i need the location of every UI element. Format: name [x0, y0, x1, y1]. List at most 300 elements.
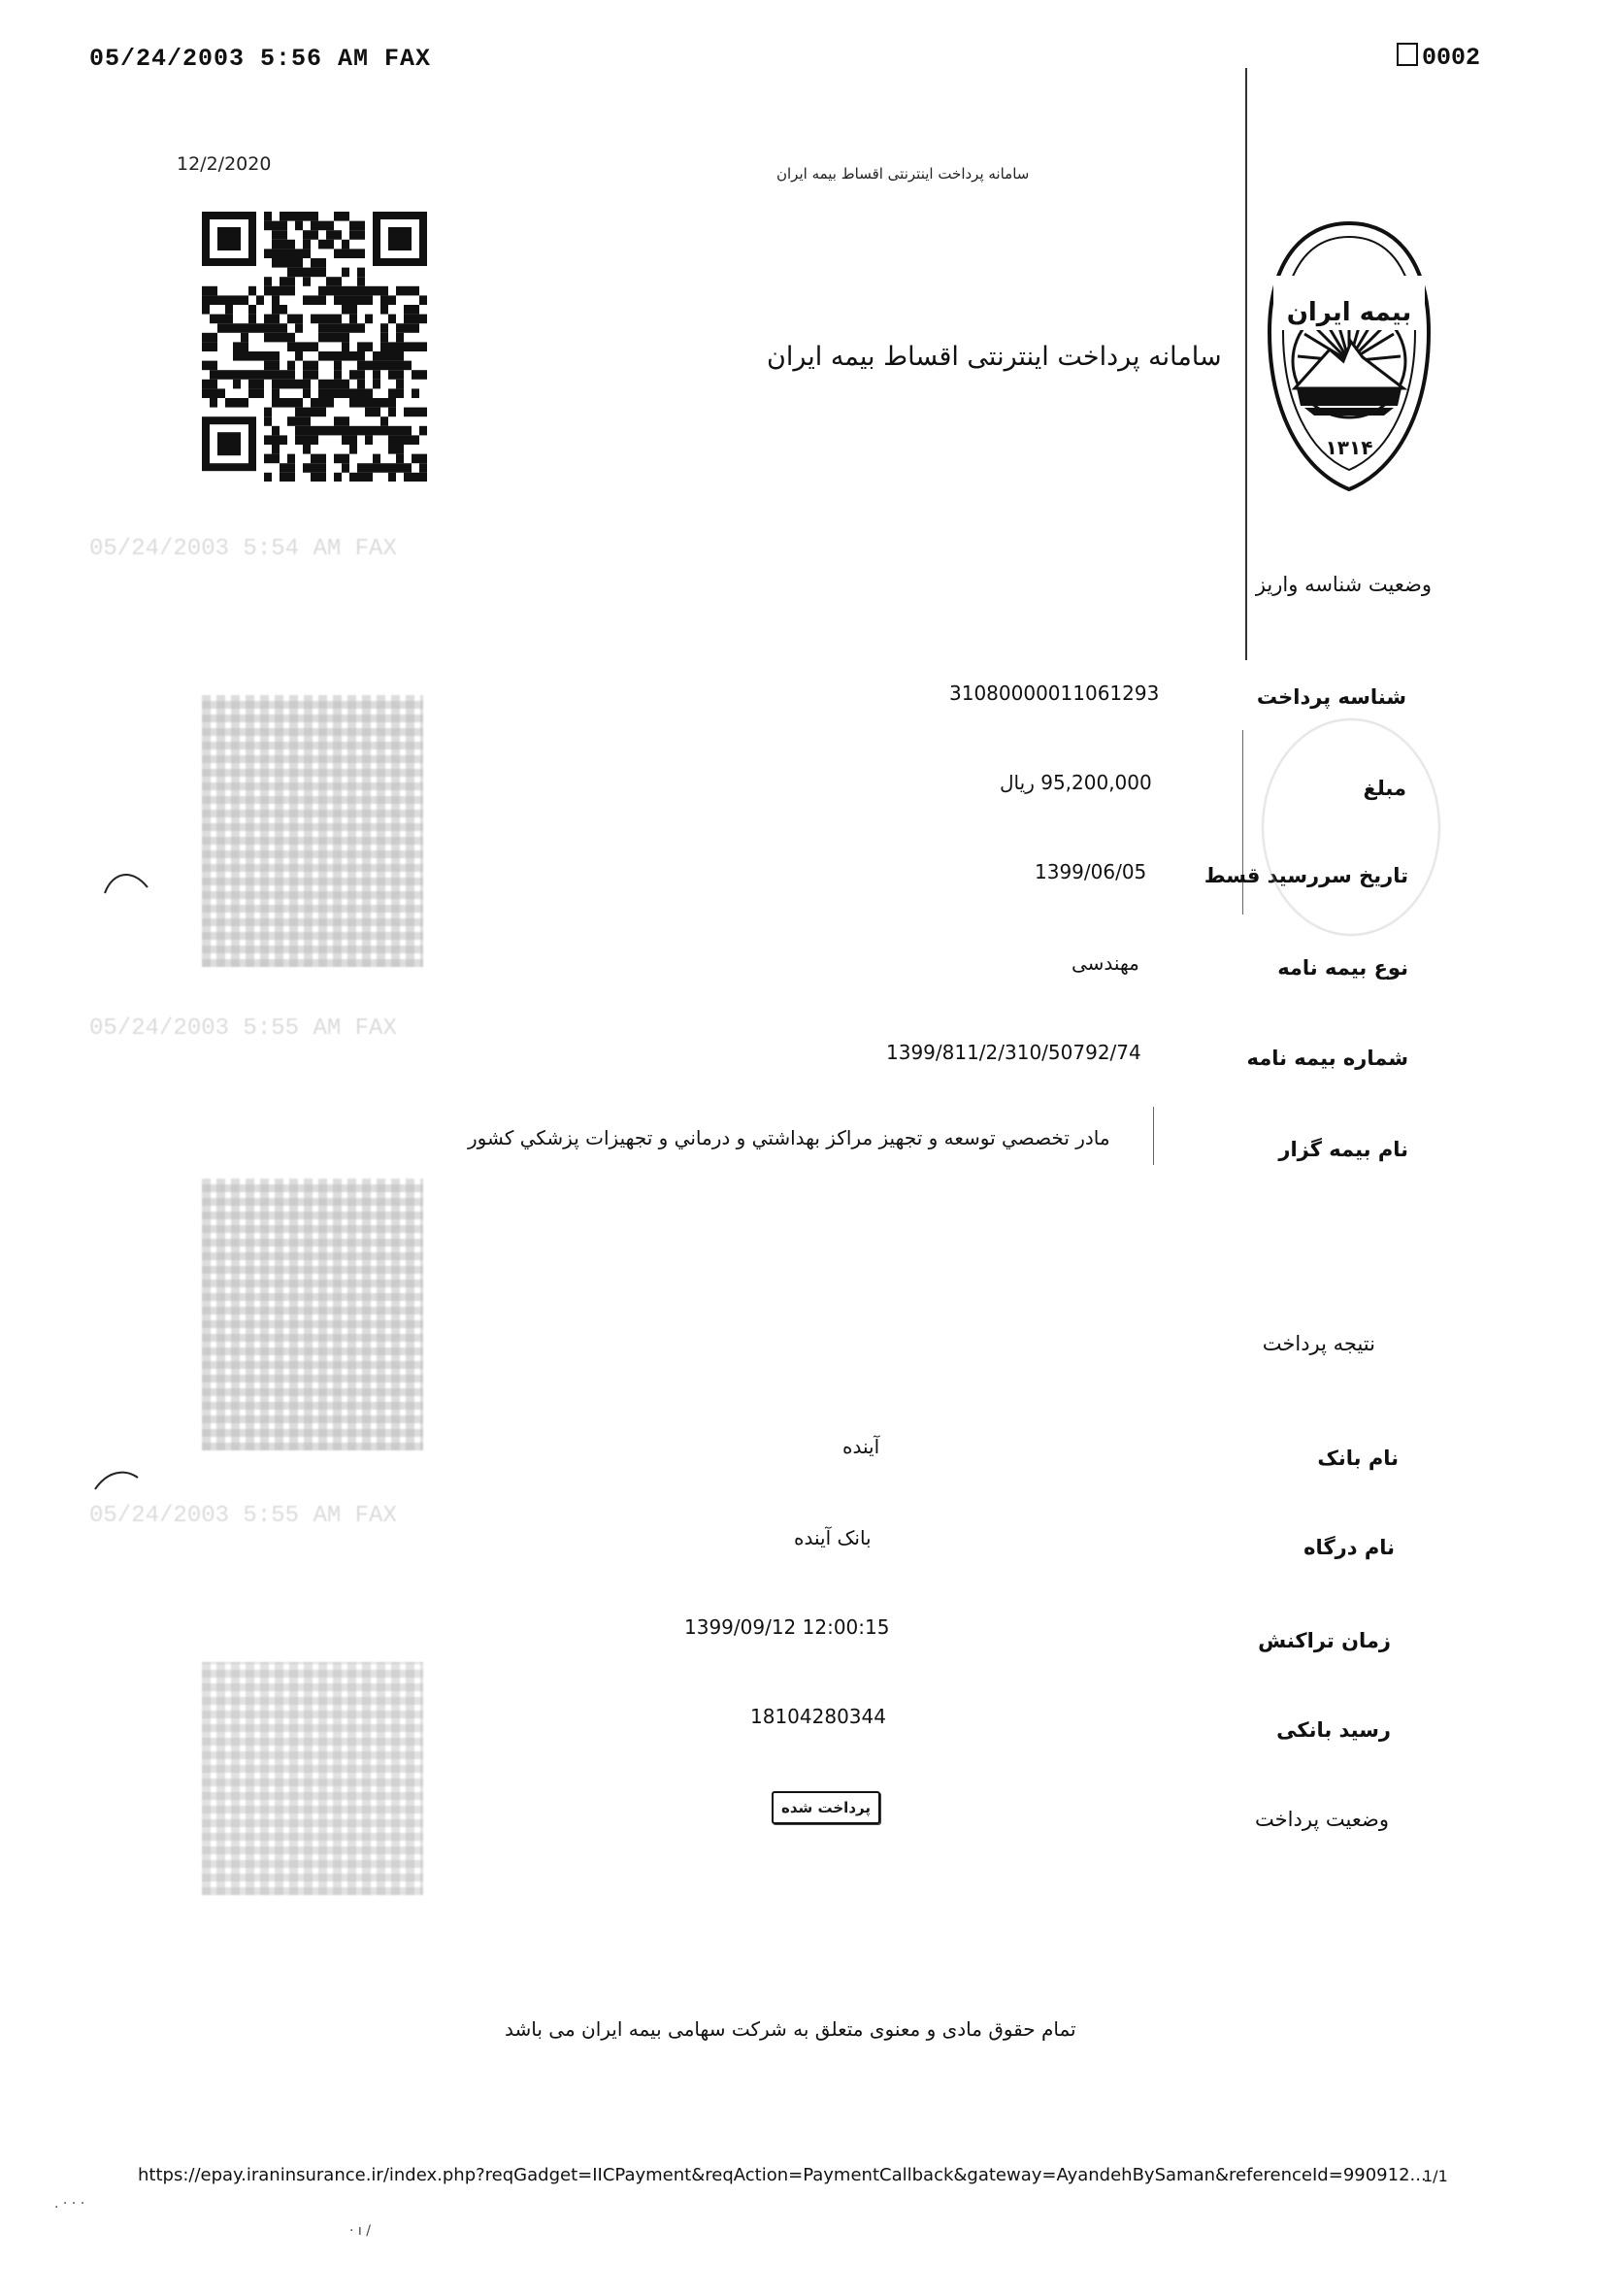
qr-module	[334, 351, 342, 361]
qr-module	[342, 463, 349, 473]
qr-module	[334, 323, 342, 333]
qr-module	[349, 315, 357, 324]
qr-module	[272, 445, 280, 454]
qr-module	[311, 435, 318, 445]
qr-module	[280, 258, 287, 268]
stray-mark-2	[93, 1464, 142, 1493]
qr-module	[264, 249, 272, 258]
qr-module	[280, 333, 287, 343]
qr-module	[280, 398, 287, 408]
qr-module	[287, 315, 295, 324]
qr-module	[202, 342, 210, 351]
qr-module	[280, 249, 287, 258]
qr-module	[342, 323, 349, 333]
qr-module	[295, 342, 303, 351]
svg-text:بیمه ایران: بیمه ایران	[1286, 298, 1412, 327]
qr-module	[272, 295, 280, 305]
qr-module	[396, 351, 404, 361]
qr-module	[334, 388, 342, 398]
qr-module	[311, 342, 318, 351]
qr-module	[287, 361, 295, 371]
qr-module	[357, 221, 365, 231]
qr-module	[318, 221, 326, 231]
qr-module	[388, 426, 396, 436]
qr-module	[342, 305, 349, 315]
qr-module	[295, 380, 303, 389]
qr-module	[303, 380, 311, 389]
qr-module	[210, 398, 217, 408]
qr-module	[396, 463, 404, 473]
qr-module	[342, 416, 349, 426]
qr-module	[404, 323, 412, 333]
qr-module	[272, 398, 280, 408]
qr-module	[248, 323, 256, 333]
qr-module	[349, 445, 357, 454]
qr-module	[342, 342, 349, 351]
qr-module	[349, 249, 357, 258]
qr-module	[210, 361, 217, 371]
qr-module	[280, 221, 287, 231]
qr-module	[264, 361, 272, 371]
qr-module	[373, 351, 380, 361]
qr-module	[280, 380, 287, 389]
qr-module	[334, 454, 342, 464]
qr-module	[365, 426, 373, 436]
fax-header: 05/24/2003 5:56 AM FAX	[89, 45, 432, 73]
qr-module	[311, 221, 318, 231]
qr-module	[272, 221, 280, 231]
qr-module	[225, 370, 233, 380]
qr-module	[357, 249, 365, 258]
qr-module	[326, 380, 334, 389]
qr-module	[412, 473, 419, 482]
qr-module	[349, 230, 357, 240]
qr-module	[349, 435, 357, 445]
qr-module	[412, 408, 419, 417]
qr-module	[396, 361, 404, 371]
qr-module	[272, 333, 280, 343]
qr-module	[303, 240, 311, 250]
qr-module	[388, 361, 396, 371]
qr-module	[303, 230, 311, 240]
qr-module	[388, 370, 396, 380]
qr-module	[303, 342, 311, 351]
qr-module	[303, 463, 311, 473]
qr-module	[404, 315, 412, 324]
qr-module	[295, 416, 303, 426]
qr-module	[349, 370, 357, 380]
qr-module	[396, 333, 404, 343]
qr-module	[287, 268, 295, 278]
qr-module	[380, 286, 388, 296]
qr-module	[365, 342, 373, 351]
qr-module	[419, 342, 427, 351]
field-label-payment-status: وضعیت پرداخت	[1255, 1808, 1389, 1831]
qr-module	[412, 323, 419, 333]
qr-module	[241, 351, 248, 361]
qr-module	[256, 295, 264, 305]
qr-module	[256, 370, 264, 380]
qr-module	[357, 426, 365, 436]
qr-module	[241, 342, 248, 351]
qr-module	[334, 426, 342, 436]
qr-module	[334, 370, 342, 380]
vertical-divider	[1245, 68, 1247, 660]
qr-module	[365, 463, 373, 473]
qr-module	[396, 445, 404, 454]
qr-module	[248, 380, 256, 389]
qr-module	[334, 230, 342, 240]
scan-noise-2: · ı /	[349, 2223, 371, 2239]
qr-module	[373, 426, 380, 436]
qr-module	[217, 323, 225, 333]
svg-text:۱۳۱۴: ۱۳۱۴	[1325, 436, 1373, 459]
qr-module	[264, 416, 272, 426]
qr-module	[210, 388, 217, 398]
qr-module	[295, 426, 303, 436]
qr-module	[388, 398, 396, 408]
qr-module	[241, 295, 248, 305]
qr-module	[349, 388, 357, 398]
qr-module	[326, 388, 334, 398]
qr-module	[342, 435, 349, 445]
qr-module	[318, 463, 326, 473]
qr-module	[388, 408, 396, 417]
qr-module	[396, 426, 404, 436]
qr-module	[412, 305, 419, 315]
qr-module	[342, 388, 349, 398]
qr-module	[365, 408, 373, 417]
field-label-policy-type: نوع بیمه نامه	[1277, 956, 1408, 980]
qr-module	[334, 333, 342, 343]
qr-module	[311, 426, 318, 436]
qr-module	[357, 380, 365, 389]
qr-module	[365, 295, 373, 305]
qr-module	[388, 315, 396, 324]
qr-module	[412, 388, 419, 398]
qr-module	[311, 268, 318, 278]
qr-module	[248, 351, 256, 361]
qr-module	[349, 426, 357, 436]
qr-module	[318, 258, 326, 268]
qr-module	[396, 370, 404, 380]
qr-module	[380, 333, 388, 343]
mountain-icon	[1295, 342, 1403, 388]
qr-module	[349, 295, 357, 305]
qr-module	[287, 342, 295, 351]
qr-module	[396, 323, 404, 333]
qr-module	[217, 370, 225, 380]
ghost-fax-header-2: 05/24/2003 5:55 AM FAX	[89, 1015, 397, 1042]
qr-module	[272, 388, 280, 398]
ghost-qr-3	[202, 1662, 423, 1895]
qr-module	[365, 398, 373, 408]
field-value-amount: 95,200,000 ریال	[1000, 771, 1152, 794]
qr-module	[256, 323, 264, 333]
qr-module	[396, 342, 404, 351]
qr-module	[264, 408, 272, 417]
qr-module	[318, 408, 326, 417]
qr-module	[280, 463, 287, 473]
qr-module	[303, 212, 311, 221]
qr-module	[272, 305, 280, 315]
ghost-qr-1	[202, 695, 423, 967]
qr-module	[233, 370, 241, 380]
result-title: نتیجه پرداخت	[1262, 1332, 1375, 1355]
qr-module	[280, 435, 287, 445]
qr-module	[264, 212, 272, 221]
qr-module	[303, 295, 311, 305]
qr-module	[248, 315, 256, 324]
qr-module	[334, 249, 342, 258]
qr-module	[295, 398, 303, 408]
scan-noise: . · · ·	[54, 2196, 85, 2212]
copyright-notice: تمام حقوق مادی و معنوی متعلق به شرکت سهامی بیمه ایران می باشد	[505, 2017, 1076, 2041]
qr-module	[295, 212, 303, 221]
qr-module	[318, 295, 326, 305]
qr-module	[318, 380, 326, 389]
small-title: سامانه پرداخت اینترنتی اقساط بیمه ایران	[776, 165, 1030, 183]
qr-module	[210, 333, 217, 343]
qr-module	[303, 416, 311, 426]
qr-module	[287, 416, 295, 426]
qr-module	[295, 315, 303, 324]
qr-module	[326, 230, 334, 240]
qr-module	[357, 342, 365, 351]
field-value-transaction-time: 1399/09/12 12:00:15	[684, 1615, 890, 1639]
qr-module	[342, 286, 349, 296]
qr-module	[373, 370, 380, 380]
qr-module	[287, 370, 295, 380]
fax-page-number	[1397, 43, 1480, 72]
qr-module	[311, 454, 318, 464]
qr-module	[202, 388, 210, 398]
qr-module	[396, 388, 404, 398]
qr-module	[380, 342, 388, 351]
qr-module	[388, 445, 396, 454]
qr-module	[404, 463, 412, 473]
qr-module	[280, 240, 287, 250]
qr-module	[272, 361, 280, 371]
qr-module	[256, 380, 264, 389]
qr-module	[280, 277, 287, 286]
qr-module	[380, 398, 388, 408]
qr-module	[318, 351, 326, 361]
qr-module	[326, 240, 334, 250]
qr-module	[280, 286, 287, 296]
qr-module	[419, 315, 427, 324]
qr-module	[295, 435, 303, 445]
qr-module	[264, 221, 272, 231]
qr-module	[342, 268, 349, 278]
qr-module	[349, 286, 357, 296]
field-value-payment-id: 31080000011061293	[949, 682, 1160, 705]
qr-module	[404, 361, 412, 371]
qr-module	[202, 333, 210, 343]
qr-module	[287, 249, 295, 258]
vertical-divider-short-2	[1153, 1107, 1154, 1165]
qr-module	[311, 295, 318, 305]
qr-module	[318, 388, 326, 398]
qr-module	[210, 315, 217, 324]
field-label-transaction-time: زمان تراکنش	[1258, 1629, 1391, 1652]
qr-module	[365, 435, 373, 445]
qr-module	[342, 240, 349, 250]
qr-module	[342, 380, 349, 389]
qr-module	[233, 342, 241, 351]
field-label-gateway: نام درگاه	[1303, 1536, 1395, 1559]
page-count: 1/1	[1423, 2167, 1448, 2185]
bimeh-iran-logo	[1262, 216, 1436, 497]
qr-module	[233, 295, 241, 305]
qr-module	[217, 295, 225, 305]
qr-module	[412, 454, 419, 464]
qr-module	[349, 323, 357, 333]
qr-module	[380, 323, 388, 333]
section-title: وضعیت شناسه واریز	[1255, 573, 1432, 596]
qr-module	[419, 295, 427, 305]
qr-module	[311, 398, 318, 408]
qr-module	[202, 305, 210, 315]
qr-module	[342, 351, 349, 361]
qr-module	[404, 473, 412, 482]
qr-module	[326, 333, 334, 343]
qr-module	[241, 333, 248, 343]
qr-module	[388, 342, 396, 351]
ghost-fax-header: 05/24/2003 5:54 AM FAX	[89, 536, 397, 562]
ghost-qr-2	[202, 1179, 423, 1450]
qr-module	[225, 305, 233, 315]
qr-module	[202, 286, 210, 296]
qr-module	[295, 258, 303, 268]
qr-module	[264, 473, 272, 482]
qr-module	[264, 333, 272, 343]
qr-module	[357, 268, 365, 278]
qr-module	[357, 398, 365, 408]
qr-module	[264, 286, 272, 296]
qr-module	[412, 342, 419, 351]
field-label-policy-number: شماره بیمه نامه	[1246, 1047, 1408, 1070]
qr-module	[318, 426, 326, 436]
qr-module	[318, 333, 326, 343]
qr-module	[303, 435, 311, 445]
qr-module	[272, 435, 280, 445]
qr-module	[311, 315, 318, 324]
qr-module	[342, 333, 349, 343]
qr-module	[349, 221, 357, 231]
qr-module	[342, 212, 349, 221]
qr-module	[365, 286, 373, 296]
page-url: https://epay.iraninsurance.ir/index.php?reqGadget=IICPayment&reqAction=PaymentCallback&gateway=AyandehBySaman&referenceId=990912...	[138, 2165, 1427, 2185]
qr-module	[202, 380, 210, 389]
qr-module	[388, 463, 396, 473]
qr-module	[233, 351, 241, 361]
qr-module	[295, 249, 303, 258]
qr-module	[210, 342, 217, 351]
field-value-policy-type: مهندسی	[1072, 951, 1139, 975]
qr-module	[311, 408, 318, 417]
field-value-policy-number: 1399/811/2/310/50792/74	[886, 1041, 1141, 1064]
field-value-due-date: 1399/06/05	[1035, 860, 1147, 883]
qr-module	[357, 351, 365, 361]
qr-module	[365, 473, 373, 482]
qr-module	[295, 221, 303, 231]
qr-module	[256, 351, 264, 361]
qr-module	[357, 323, 365, 333]
qr-module	[256, 388, 264, 398]
field-value-bank-receipt: 18104280344	[750, 1705, 886, 1728]
qr-module	[264, 351, 272, 361]
qr-module	[272, 380, 280, 389]
qr-module	[326, 221, 334, 231]
ghost-circle	[1262, 718, 1440, 936]
qr-module	[295, 323, 303, 333]
qr-module	[373, 408, 380, 417]
qr-module	[272, 315, 280, 324]
field-label-bank-receipt: رسید بانکی	[1276, 1718, 1391, 1742]
qr-module	[280, 323, 287, 333]
qr-module	[295, 351, 303, 361]
field-label-bank-name: نام بانک	[1317, 1447, 1399, 1470]
qr-module	[419, 473, 427, 482]
qr-module	[419, 408, 427, 417]
qr-module	[264, 435, 272, 445]
qr-module	[334, 212, 342, 221]
qr-module	[287, 463, 295, 473]
qr-module	[404, 342, 412, 351]
qr-module	[248, 388, 256, 398]
qr-module	[342, 454, 349, 464]
qr-module	[388, 295, 396, 305]
qr-module	[373, 286, 380, 296]
qr-module	[373, 361, 380, 371]
qr-module	[264, 315, 272, 324]
qr-module	[419, 370, 427, 380]
qr-module	[334, 473, 342, 482]
qr-module	[311, 230, 318, 240]
qr-module	[419, 463, 427, 473]
qr-module	[248, 286, 256, 296]
qr-module	[311, 212, 318, 221]
field-label-policyholder: نام بیمه گزار	[1278, 1138, 1408, 1161]
qr-module	[202, 295, 210, 305]
qr-module	[396, 454, 404, 464]
qr-module	[373, 454, 380, 464]
field-label-amount: مبلغ	[1363, 777, 1406, 800]
qr-module	[225, 315, 233, 324]
fax-page-number-text: 0002	[1421, 44, 1480, 72]
qr-module	[210, 370, 217, 380]
qr-module	[349, 473, 357, 482]
qr-module	[326, 315, 334, 324]
qr-module	[280, 370, 287, 380]
qr-module	[264, 323, 272, 333]
qr-module	[419, 454, 427, 464]
qr-module	[241, 398, 248, 408]
qr-module	[318, 240, 326, 250]
qr-module	[202, 361, 210, 371]
qr-module	[357, 277, 365, 286]
qr-module	[326, 351, 334, 361]
qr-module	[272, 249, 280, 258]
qr-module	[419, 426, 427, 436]
qr-module	[264, 277, 272, 286]
ghost-fax-header-3: 05/24/2003 5:55 AM FAX	[89, 1503, 397, 1529]
qr-module	[287, 277, 295, 286]
qr-module	[404, 305, 412, 315]
qr-module	[318, 454, 326, 464]
qr-module	[380, 426, 388, 436]
